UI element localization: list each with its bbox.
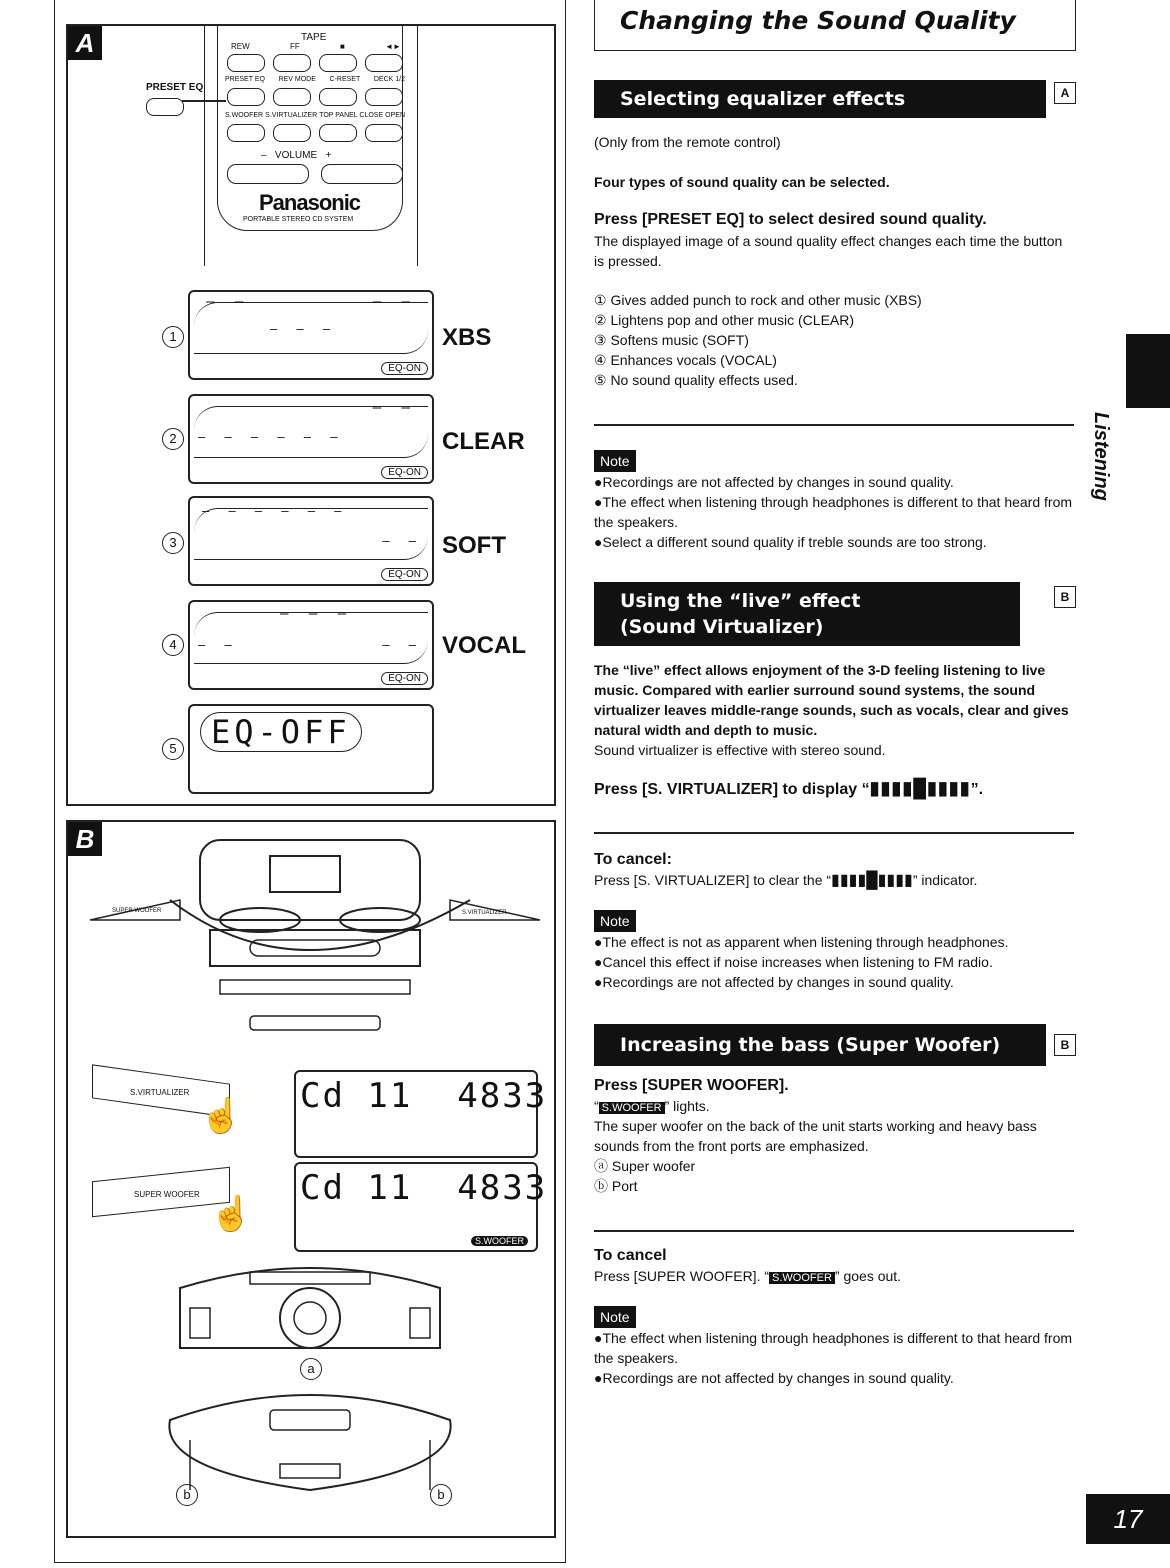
live-effect-intro: The “live” effect allows enjoyment of the 3-D feeling listening to live music. Compared with earlier surround sound systems, the sound virtualizer leaves middle-range sounds, such as vocals, clear and gives natural width and depth to music. [594, 662, 1069, 738]
divider [594, 832, 1074, 834]
rev-mode-button[interactable] [273, 88, 311, 106]
label-b-left: b [176, 1484, 198, 1506]
play-label: ◄► [385, 42, 401, 51]
remote-row-2 [225, 76, 405, 83]
virtualizer-key-label: S.VIRTUALIZER [130, 1088, 190, 1097]
mode-5-number: 5 [162, 738, 184, 760]
preset-eq-small-label: PRESET EQ [225, 76, 265, 83]
cancel-heading: To cancel: [594, 851, 672, 868]
remote-control [204, 26, 418, 266]
volume-buttons [227, 164, 403, 184]
volume-down-button[interactable] [227, 164, 309, 184]
open-label: OPEN [385, 112, 405, 119]
cd-display-1 [294, 1070, 548, 1158]
rev-mode-label: REV MODE [278, 76, 316, 83]
side-tab-label: Listening [1090, 412, 1112, 501]
virtualizer-icon: ▮▮▮▮█▮▮▮▮ [869, 778, 971, 798]
woofer-small-label: S.WOOFER [225, 112, 264, 119]
virtualizer-icon: ▮▮▮▮█▮▮▮▮ [831, 872, 913, 889]
divider [594, 424, 1074, 426]
eq-on-indicator: EQ-ON [381, 466, 428, 479]
eq-off-display [188, 704, 434, 794]
note-1 [594, 450, 1076, 552]
cancel-woofer-text [594, 1266, 1076, 1288]
hand-icon: ☝ [210, 1195, 253, 1233]
mode-label-clear: CLEAR [442, 428, 525, 455]
cancel-virtualizer-b: ” indicator. [912, 872, 978, 888]
cd-display-1-text: Cd 11 4833 [300, 1076, 548, 1116]
cd-display-2-text: Cd 11 4833 [300, 1168, 548, 1208]
lights-text: ” lights. [664, 1098, 710, 1114]
volume-up-button[interactable] [321, 164, 403, 184]
stop-label: ■ [340, 42, 345, 51]
label-a: a [300, 1358, 322, 1380]
mode-label-soft: SOFT [442, 532, 506, 559]
section-2-ref: B [1054, 586, 1076, 608]
section-1-ref: A [1054, 82, 1076, 104]
remote-row-3 [225, 112, 405, 119]
cd-display-2 [294, 1162, 548, 1252]
eq-list [594, 290, 1076, 390]
c-reset-label: C-RESET [329, 76, 361, 83]
unit-front-illustration [160, 1390, 460, 1500]
cancel-virtualizer-text [594, 870, 1076, 891]
mode-4-number: 4 [162, 634, 184, 656]
volume-label: – VOLUME + [261, 150, 332, 161]
soft-display: — — — — — — — — EQ-ON [188, 496, 434, 586]
brand-sub: PORTABLE STEREO CD SYSTEM [243, 216, 354, 223]
note-3 [594, 1306, 1076, 1388]
press-preset-eq-heading: Press [PRESET EQ] to select desired sound quality. [594, 211, 987, 228]
open-button[interactable] [365, 124, 403, 142]
top-panel-close-label: TOP PANEL CLOSE [319, 112, 384, 119]
note-item: ●The effect when listening through headphones is different to that heard from the speakers. [594, 1330, 1073, 1366]
stereo-note: Sound virtualizer is effective with stereo sound. [594, 742, 886, 758]
woofer-callout-label: SUPER WOOFER [112, 908, 162, 914]
press-virtualizer-heading [594, 778, 1076, 800]
deck-label: DECK 1/2 [373, 76, 405, 83]
eq-on-indicator: EQ-ON [381, 568, 428, 581]
eq-on-indicator: EQ-ON [381, 362, 428, 375]
note-2 [594, 910, 1076, 992]
section-1-header: Selecting equalizer effects [594, 80, 1046, 118]
open-quote: “ [594, 1098, 599, 1114]
preset-eq-callout-button [146, 98, 184, 116]
note-item: ●Recordings are not affected by changes in sound quality. [594, 1370, 954, 1386]
virtualizer-button[interactable] [273, 124, 311, 142]
virtualizer-callout-label: S.VIRTUALIZER [462, 910, 507, 916]
woofer-lights-text [594, 1096, 1076, 1118]
note-item: ●Select a different sound quality if treble sounds are too strong. [594, 534, 987, 550]
ff-button[interactable] [273, 54, 311, 72]
brand-logo: Panasonic [259, 190, 361, 215]
woofer-button[interactable] [227, 124, 265, 142]
note-item: ●The effect when listening through headphones is different to that heard from the speakers. [594, 494, 1073, 530]
section-2-title-1: Using the “live” effect [620, 590, 861, 612]
close-button[interactable] [319, 124, 357, 142]
preset-eq-button[interactable] [227, 88, 265, 106]
note-badge: Note [594, 1306, 636, 1328]
section-2-title-2: (Sound Virtualizer) [620, 616, 824, 638]
deck-button[interactable] [365, 88, 403, 106]
cancel-virtualizer-a: Press [S. VIRTUALIZER] to clear the “ [594, 872, 832, 888]
cancel-woofer-b: ” goes out. [834, 1268, 902, 1284]
cancel-woofer-a: Press [SUPER WOOFER]. “ [594, 1268, 770, 1284]
four-types-text: Four types of sound quality can be selected. [594, 174, 890, 190]
mode-2-number: 2 [162, 428, 184, 450]
cancel-woofer-heading: To cancel [594, 1247, 667, 1264]
list-item: ⑤ No sound quality effects used. [594, 372, 798, 388]
page-title: Changing the Sound Quality [620, 6, 1016, 35]
label-b-right: b [430, 1484, 452, 1506]
mode-label-xbs: XBS [442, 324, 492, 351]
mode-label-vocal: VOCAL [442, 632, 526, 659]
woofer-indicator: S.WOOFER [471, 1236, 528, 1246]
page-number: 17 [1086, 1494, 1170, 1544]
press-virtualizer-b: ”. [970, 781, 984, 798]
divider [594, 1230, 1074, 1232]
xbs-display: — — — — — — — EQ-ON [188, 290, 434, 380]
eq-on-indicator: EQ-ON [381, 672, 428, 685]
callout-line [182, 100, 226, 102]
list-item: ① Gives added punch to rock and other music (XBS) [594, 292, 922, 308]
tape-label: TAPE [301, 32, 327, 43]
preset-eq-description: The displayed image of a sound quality effect changes each time the button is pressed. [594, 233, 1063, 269]
section-3-ref: B [1054, 1034, 1076, 1056]
note-badge: Note [594, 450, 636, 472]
list-item: ③ Softens music (SOFT) [594, 332, 749, 348]
c-reset-button[interactable] [319, 88, 357, 106]
note-item: ●Cancel this effect if noise increases when listening to FM radio. [594, 954, 993, 970]
mode-3-number: 3 [162, 532, 184, 554]
mode-1-number: 1 [162, 326, 184, 348]
unit-top-illustration [80, 830, 550, 1060]
remote-buttons-row-2 [227, 88, 403, 106]
woofer-item-b: ⓑ Port [594, 1178, 638, 1194]
remote-buttons-row-1 [227, 54, 403, 72]
eq-off-text: EQ-OFF [200, 712, 362, 752]
woofer-description: The super woofer on the back of the unit starts working and heavy bass sounds from the front ports are emphasized. [594, 1118, 1037, 1154]
panel-a-tag: A [68, 26, 102, 60]
ff-label: FF [289, 42, 300, 51]
remote-only-text: (Only from the remote control) [594, 134, 781, 150]
section-3-header: Increasing the bass (Super Woofer) [594, 1024, 1046, 1066]
play-button[interactable] [365, 54, 403, 72]
stop-button[interactable] [319, 54, 357, 72]
section-2-header [594, 582, 1020, 646]
clear-display: — — — — — — — — EQ-ON [188, 394, 434, 484]
rew-label: REW [231, 42, 250, 51]
note-item: ●The effect is not as apparent when listening through headphones. [594, 934, 1009, 950]
virtualizer-small-label: S.VIRTUALIZER [265, 112, 318, 119]
side-tab-block [1126, 334, 1170, 408]
woofer-item-a: ⓐ Super woofer [594, 1158, 696, 1174]
remote-row-1 [231, 42, 401, 51]
press-virtualizer-a: Press [S. VIRTUALIZER] to display “ [594, 781, 870, 798]
woofer-key-label: SUPER WOOFER [134, 1190, 200, 1199]
list-item: ② Lightens pop and other music (CLEAR) [594, 312, 855, 328]
vocal-display: — — — — — — — EQ-ON [188, 600, 434, 690]
rew-button[interactable] [227, 54, 265, 72]
preset-eq-callout-label: PRESET EQ [146, 82, 204, 93]
remote-buttons-row-3 [227, 124, 403, 142]
note-badge: Note [594, 910, 636, 932]
note-item: ●Recordings are not affected by changes in sound quality. [594, 474, 954, 490]
panel-b-tag: B [68, 822, 102, 856]
woofer-indicator-inline: S.WOOFER [769, 1272, 835, 1284]
woofer-indicator-inline: S.WOOFER [599, 1102, 665, 1114]
list-item: ④ Enhances vocals (VOCAL) [594, 352, 777, 368]
press-woofer-heading: Press [SUPER WOOFER]. [594, 1077, 789, 1094]
hand-icon: ☝ [200, 1097, 243, 1135]
note-item: ●Recordings are not affected by changes in sound quality. [594, 974, 954, 990]
